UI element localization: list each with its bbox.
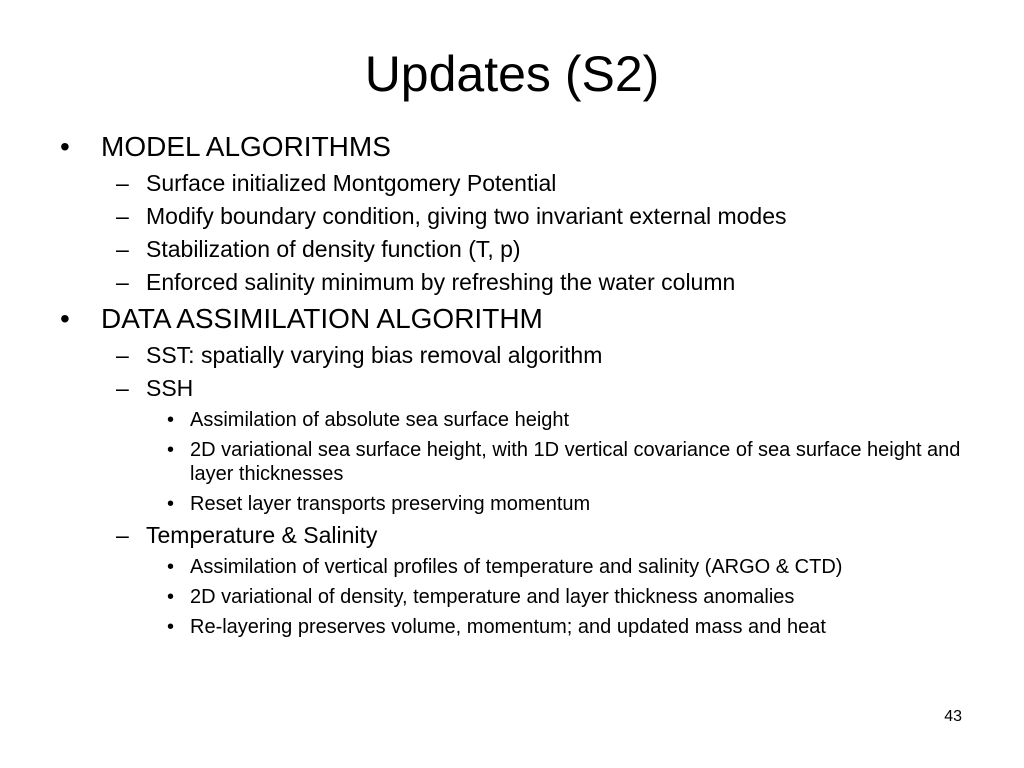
subitem-text: Enforced salinity minimum by refreshing the water column bbox=[146, 269, 736, 295]
bullet-mark: • bbox=[167, 616, 175, 638]
subitem-temperature-salinity bbox=[0, 521, 1024, 549]
bullet-text: MODEL ALGORITHMS bbox=[101, 131, 391, 162]
slide-content bbox=[0, 124, 1024, 639]
bullet-text: DATA ASSIMILATION ALGORITHM bbox=[101, 303, 543, 334]
subitem-stabilization bbox=[0, 235, 1024, 263]
bullet-mark: • bbox=[60, 131, 70, 162]
point-text: Assimilation of vertical profiles of temperature and salinity (ARGO & CTD) bbox=[190, 556, 843, 578]
ts-point-vertical-profiles bbox=[0, 555, 1024, 579]
subitem-text: Surface initialized Montgomery Potential bbox=[146, 170, 557, 196]
subitem-text: SSH bbox=[146, 375, 194, 401]
ssh-point-2d-variational bbox=[0, 438, 1024, 486]
bullet-mark: • bbox=[167, 586, 175, 608]
point-text: Re-layering preserves volume, momentum; and updated mass and heat bbox=[190, 616, 826, 638]
bullet-data-assimilation bbox=[0, 302, 1024, 336]
dash-mark: – bbox=[116, 269, 129, 295]
subitem-ssh bbox=[0, 374, 1024, 402]
bullet-mark: • bbox=[167, 493, 175, 515]
point-text: 2D variational of density, temperature and layer thickness anomalies bbox=[190, 586, 795, 608]
point-text: 2D variational sea surface height, with 1D vertical covariance of sea surface height and layer thicknesses bbox=[190, 439, 961, 485]
bullet-mark: • bbox=[60, 303, 70, 334]
bullet-mark: • bbox=[167, 409, 175, 431]
point-text: Reset layer transports preserving momentum bbox=[190, 493, 591, 515]
point-text: Assimilation of absolute sea surface height bbox=[190, 409, 570, 431]
subitem-text: Temperature & Salinity bbox=[146, 522, 378, 548]
subitem-boundary-condition bbox=[0, 202, 1024, 230]
subitem-text: SST: spatially varying bias removal algorithm bbox=[146, 342, 603, 368]
dash-mark: – bbox=[116, 342, 129, 368]
bullet-mark: • bbox=[167, 556, 175, 578]
subitem-text: Stabilization of density function (T, p) bbox=[146, 236, 521, 262]
subitem-sst bbox=[0, 341, 1024, 369]
bullet-model-algorithms bbox=[0, 130, 1024, 164]
slide-title: Updates (S2) bbox=[364, 46, 660, 102]
page-number: 43 bbox=[944, 708, 962, 725]
dash-mark: – bbox=[116, 170, 129, 196]
dash-mark: – bbox=[116, 236, 129, 262]
bullet-mark: • bbox=[167, 439, 175, 461]
ssh-point-reset-transports bbox=[0, 492, 1024, 516]
dash-mark: – bbox=[116, 375, 129, 401]
subitem-surface-initialized bbox=[0, 169, 1024, 197]
ts-point-2d-variational-density bbox=[0, 585, 1024, 609]
dash-mark: – bbox=[116, 203, 129, 229]
ssh-point-absolute-height bbox=[0, 408, 1024, 432]
subitem-text: Modify boundary condition, giving two invariant external modes bbox=[146, 203, 787, 229]
ts-point-relayering bbox=[0, 615, 1024, 639]
dash-mark: – bbox=[116, 522, 129, 548]
subitem-salinity-minimum bbox=[0, 268, 1024, 296]
